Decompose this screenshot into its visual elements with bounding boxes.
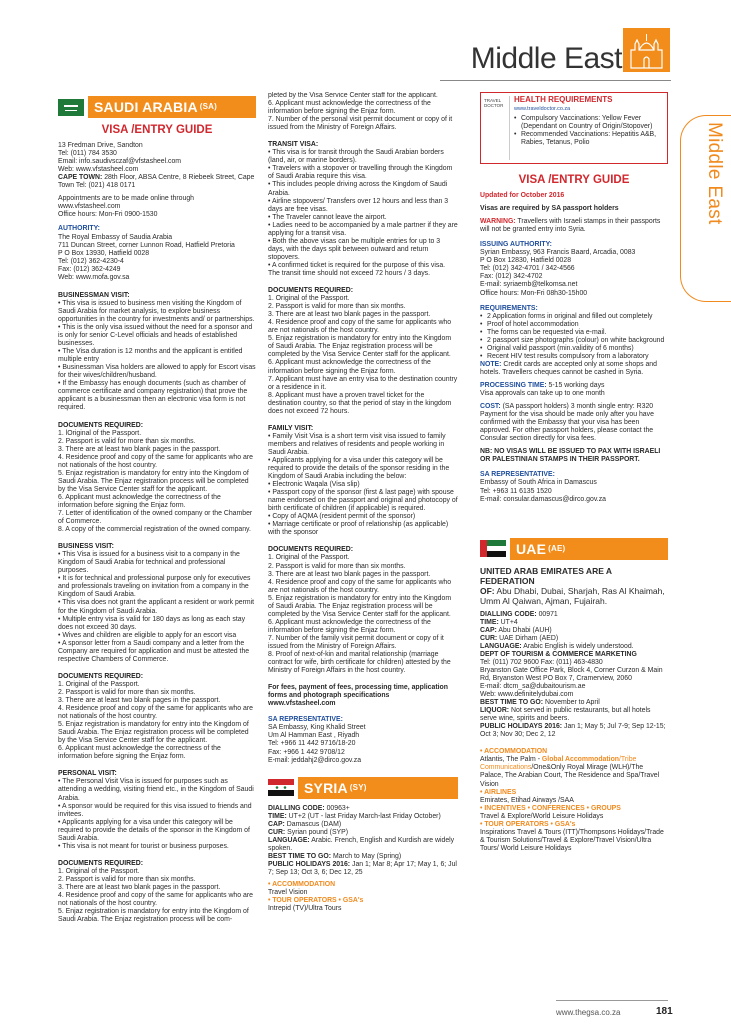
requirement-item: • The forms can be requested via e-mail.	[480, 329, 668, 337]
fact-key: CAP:	[268, 820, 285, 828]
fact-key: BEST TIME TO GO:	[480, 699, 544, 707]
syria-fact	[268, 821, 458, 829]
uae-incentives-heading: • INCENTIVES • CONFERENCES • GROUPS	[480, 804, 621, 812]
business-heading: BUSINESS VISIT:	[58, 543, 114, 551]
page-title: Middle East	[470, 42, 622, 75]
uae-of-text: Abu Dhabi, Dubai, Sharjah, Ras Al Khaimah, Umm Al Qaiwan, Ajman, Fujairah.	[480, 585, 665, 606]
fact-key: PUBLIC HOLIDAYS 2016:	[268, 860, 351, 868]
uae-accom-d: /One&Only Royal Mirage (WLH)/The Palace, The Arabian Court, The Residence and Spa/Travel Vision	[480, 764, 660, 788]
businessman-item: • This visa is issued to business men visiting the Kingdom of Saudi Arabia for market analysis, to explore business opportunities in the country for investments and/ or partnerships.	[58, 299, 255, 323]
doc-item: 7. Applicant must have an entry visa to the destination country or a residence in it.	[268, 375, 458, 391]
doc-item: 1. Original of the Passport.	[58, 680, 140, 688]
family-item: • Family Visit Visa is a short term visit visa issued to family members and relatives of residents and people working in Saudi Arabia.	[268, 432, 446, 456]
doc-item: 6. Applicant must acknowledge the correctness of the information before signing the Enjaz form.	[268, 359, 431, 375]
uae-airlines-heading: • AIRLINES	[480, 788, 517, 796]
fact-key: LANGUAGE:	[268, 836, 310, 844]
transit-item: • Ladies need to be accompanied by a male partner if they are applying for a transit visa.	[268, 221, 458, 237]
side-tab	[680, 115, 731, 302]
businessman-item: • If the Embassy has enough documents (such as chamber of commerce certificate and company registration) that prove the applicant is a businessman then an electronic visa form is not required.	[58, 380, 248, 412]
saudi-visa-title: VISA /ENTRY GUIDE	[101, 124, 213, 136]
doc-item: 7. Letter of identification of the owned company or the Chamber of Commerce.	[58, 510, 253, 526]
syria-tour-heading: • TOUR OPERATORS • GSA's	[268, 897, 364, 905]
fact-value: Abu Dhabi (AUH)	[496, 626, 552, 634]
fact-value: UT+2 (UT - last Friday March-last Friday October)	[286, 812, 441, 820]
business-item: • It is for technical and professional purpose only for executives and professionals traveling on invitation from a company in the Kingdom of Saudi Arabia.	[58, 575, 251, 599]
personal-item: • The Personal Visit Visa is issued for purposes such as attending a wedding, visiting friend etc., in the Kingdom of Saudi Arabia.	[58, 778, 254, 802]
transit-heading: TRANSIT VISA:	[268, 141, 319, 149]
syria-sarep-line: Embassy of South Africa in Damascus	[480, 479, 597, 487]
authority-heading: AUTHORITY:	[58, 225, 100, 233]
authority-line: Tel: (012) 362-4230-4	[58, 257, 124, 265]
transit-item: • This includes people driving across the Kingdom of Saudi Arabia.	[268, 181, 448, 197]
requirement-item: • 2 passport size photographs (colour) on white background	[480, 337, 668, 345]
processing-text2: Visa approvals can take up to one month	[480, 390, 605, 398]
transit-item: • A confirmed ticket is required for the purpose of this visa. The transit time should not exceed 72 hours / 3 days.	[268, 261, 446, 277]
syria-fact	[268, 813, 458, 821]
side-tab-label: Middle East	[704, 122, 725, 225]
transit-item: • Travelers with a stopover or travelling through the Kingdom of Saudi Arabia require this visa.	[268, 165, 453, 181]
doc-item: 4. Residence proof and copy of the same for applicants who are not nationals of the host country.	[268, 578, 452, 594]
requirement-item: • Proof of hotel accommodation	[480, 321, 668, 329]
syria-fact	[268, 853, 458, 861]
personal-item: • A sponsor would be required for this visa issued to friends and invitees.	[58, 802, 252, 818]
doc-item: 4. Residence proof and copy of the same for applicants who are not nationals of the host country.	[58, 453, 253, 469]
sarep-line: Tel: +966 11 442 9716/18-20	[268, 740, 356, 748]
issuing-line: Tel: (012) 342-4701 / 342-4566	[480, 265, 575, 273]
fact-value: Not served in public restaurants, but all hotels serve wine, spirits and beers.	[480, 707, 651, 723]
appointments-hours: Office hours: Mon-Fri 0900-1530	[58, 211, 158, 219]
fact-key: TIME:	[480, 618, 499, 626]
sarep-email[interactable]: E-mail: jeddahj2@dirco.gov.za	[268, 756, 362, 764]
mosque-icon	[623, 28, 670, 72]
doc-item: 3. There are at least two blank pages in the passport.	[268, 311, 431, 319]
sarep-line: Um Al Hamman East , Riyadh	[268, 732, 360, 740]
doc-item: 2. Passport is valid for more than six months.	[58, 688, 196, 696]
doc-item: 8. Proof of next-of-kin and marital relationship (marriage contract for wife, birth certificate for children) attested by the Ministry of Foreign Affairs in the host country.	[268, 651, 451, 675]
processing-key: PROCESSING TIME:	[480, 381, 547, 389]
doc-item: 3. There are at least two blank pages in the passport.	[58, 697, 221, 704]
docs3-heading: DOCUMENTS REQUIRED:	[58, 859, 143, 867]
doc-item: 2. Passport is valid for more than six months.	[268, 562, 406, 570]
health-title: HEALTH REQUIREMENTS	[514, 95, 613, 104]
issuing-line: Syrian Embassy, 963 Francis Baard, Arcadia, 0083	[480, 249, 636, 257]
col2-docs-heading: DOCUMENTS REQUIRED:	[268, 287, 353, 295]
fact-key: CUR:	[480, 634, 498, 642]
uae-tour: Inspirations Travel & Tours (ITT)/Thompsons Holidays/Trade & Tourism Solutions/Travel & Explore/Travel Vision/Ultra Tours/ World Leisure Holidays	[480, 828, 664, 852]
syria-sarep-line: Tel: +963 11 6135 1520	[480, 487, 552, 495]
issuing-email[interactable]: E-mail: syriaemb@telkomsa.net	[480, 281, 578, 289]
uae-incentives: Travel & Explore/World Leisure Holidays	[480, 812, 604, 820]
middle-column	[268, 92, 458, 962]
sarep-heading: SA REPRESENTATIVE:	[268, 716, 343, 724]
page-number: 181	[656, 1006, 673, 1017]
health-box	[480, 92, 668, 164]
uae-banner	[480, 538, 668, 560]
address-line: 13 Fredman Drive, Sandton	[58, 142, 143, 150]
personal-item: • Applicants applying for a visa under this category will be required to provide the details of the sponsor in the Kingdom of Saudi Arabia.	[58, 818, 250, 842]
requirement-item: • Original valid passport (min.validity of 6 months)	[480, 345, 668, 353]
fact-value: 00971	[536, 610, 558, 618]
fact-key: TIME:	[268, 812, 287, 820]
fact-value: Damascus (DAM)	[284, 820, 342, 828]
processing-text: 5-15 working days	[546, 381, 605, 389]
syria-banner	[268, 777, 458, 799]
authority-web[interactable]: Web: www.mofa.gov.sa	[58, 273, 130, 281]
dept-email[interactable]: E-mail: dtcm_sa@dubaitourism.ae	[480, 683, 586, 691]
doc-item: 1. lOriginal of the Passport.	[58, 429, 142, 437]
requirements-heading: REQUIREMENTS:	[480, 304, 538, 312]
doc-item: 2. Passport is valid for more than six months.	[268, 303, 406, 311]
uae-of-key: OF:	[480, 585, 495, 596]
fact-value: March to May (Spring)	[331, 852, 402, 860]
doc-item: 7. Number of the family visit permit document or copy of it issued from the Ministry of Foreign Affairs.	[268, 634, 444, 650]
saudi-code: (SA)	[199, 101, 218, 111]
uae-title: UNITED ARAB EMIRATES ARE A FEDERATION	[480, 565, 612, 586]
fact-key: CAP:	[480, 626, 497, 634]
business-item: • A sponsor letter from a Saudi company and a letter from the Company are required for application and must be attested the respective Chambers of Commerce.	[58, 639, 250, 663]
business-item: • This Visa is issued for a business visit to a company in the Kingdom of Saudi Arabia for technical and professional purposes.	[58, 551, 240, 575]
requirement-item: • Recent HIV test results compulsory from a laboratory	[480, 353, 668, 361]
fees-note: For fees, payment of fees, processing time, application forms and photograph specifications www.vfstasheel.com	[268, 684, 448, 708]
dept-line: Bryanston Gate Office Park, Block 4, Corner Curzon & Main Rd, Bryanston West PO Box 7, Cramerview, 2060	[480, 666, 663, 682]
business-item: • This visa does not grant the applicant a resident or work permit for the Kingdom of Saudi Arabia.	[58, 599, 255, 615]
syria-fact	[268, 837, 458, 853]
nb-note: NB: NO VISAS WILL BE ISSUED TO PAX WITH ISRAELI OR PALESTINIAN STAMPS IN THEIR PASSPORT.	[480, 448, 661, 464]
sarep-line: Fax: +966 1 442 9708/12	[268, 748, 345, 756]
health-item: • Compulsory Vaccinations: Yellow Fever (Dependant on Country of Origin/Stopover)	[514, 115, 664, 131]
docs2-heading: DOCUMENTS REQUIRED:	[58, 672, 143, 680]
transit-item: • Airline stopovers/ Transfers over 12 hours and less than 3 days are free visas.	[268, 197, 449, 213]
family-item: • Applicants applying for a visa under this category will be required to provide the details of the sponsor residing in the Kingdom of Saudi Arabia including the below:	[268, 456, 450, 481]
doc-item: 2. Passport is valid for more than six months.	[58, 437, 196, 445]
saudi-column	[58, 96, 256, 956]
syria-visa-title: VISA /ENTRY GUIDE	[518, 174, 630, 186]
fact-key: PUBLIC HOLIDAYS 2016:	[480, 723, 563, 731]
fact-value: UAE Dirham (AED)	[497, 634, 559, 642]
syria-tour: Intrepid (TV)/Ultra Tours	[268, 905, 342, 913]
cont-item: 7. Number of the personal visit permit document or copy of it issued from the Ministry of Foreign Affairs.	[268, 116, 453, 132]
uae-accom-b: Global Accommodation	[541, 756, 620, 764]
footer-rule	[556, 1000, 668, 1001]
uae-accom-c: /Tribe Communications	[480, 756, 637, 772]
businessman-item: • Businessman Visa holders are allowed to apply for Escort visas for their wives/children/husband.	[58, 364, 256, 380]
fact-key: LIQUOR:	[480, 707, 510, 715]
saudi-address	[58, 142, 256, 190]
syria-code: (SY)	[349, 782, 367, 792]
syria-fact	[268, 805, 458, 813]
syria-accom: Travel Vision	[268, 889, 308, 897]
fact-value: Jan 1; May 5; Jul 7-9; Sep 12-15; Oct 3; Nov 30; Dec 2, 12	[480, 723, 666, 739]
syria-banner-label	[298, 777, 458, 799]
authority-line: 711 Duncan Street, corner Lunnon Road, Hatfield Pretoria	[58, 241, 235, 249]
required-note: Visas are required by SA passport holders	[480, 205, 619, 213]
authority-line: Fax: (012) 362-4249	[58, 265, 121, 273]
requirement-item: • 2 Application forms in original and filled out completely	[480, 313, 668, 321]
doc-item: 4. Residence proof and copy of the same for applicants who are not nationals of the host country.	[268, 319, 452, 335]
doc-item: 6. Applicant must acknowledge the correctness of the information before signing the Enjaz form.	[58, 493, 221, 509]
appointments-link[interactable]: www.vfstasheel.com	[58, 203, 121, 211]
doc-item: 6. Applicant must acknowledge the correctness of the information before signing the Enjaz form.	[58, 745, 221, 761]
doc-item: 1. Original of the Passport.	[58, 867, 140, 875]
doc-item: 3. There are at least two blank pages in the passport.	[58, 883, 221, 891]
fact-value: UT+4	[498, 618, 518, 626]
cost-text: (SA passport holders) 3 month single entry: R320 Payment for the visa should be made only after you have confirmed with the Embassy that your visa has been approved. For other passport holders, please contact the Consular section directly for visa fees.	[480, 403, 654, 443]
footer-url[interactable]: www.thegsa.co.za	[556, 1008, 621, 1017]
uae-tour-heading: • TOUR OPERATORS • GSA's	[480, 820, 576, 828]
fact-key: DIALLING CODE:	[480, 610, 537, 618]
fact-key: DIALLING CODE:	[268, 804, 325, 812]
saudi-banner-label	[88, 96, 256, 118]
note-text: Credit cards are accepted only at some shops and hotels. Travellers cheques cannot be cashed in Syria.	[480, 360, 657, 376]
syria-sarep-heading: SA REPRESENTATIVE:	[480, 471, 555, 479]
sarep-line: SA Embassy, King Khalid Street	[268, 724, 366, 732]
authority-line: The Royal Embassy of Saudia Arabia	[58, 233, 173, 241]
note-key: NOTE:	[480, 360, 502, 368]
uae-flag-icon	[480, 540, 506, 557]
doc-item: 5. Enjaz registration is mandatory for entry into the Kingdom of Saudi Arabia. The Enjaz registration process will be com-	[58, 908, 249, 924]
family-item: • Passport copy of the sponsor (first & last page) with spouse name endorsed on the passport and original and photocopy of birth certificate of children (if applicable) is required.	[268, 489, 458, 513]
saudi-name: SAUDI ARABIA	[94, 98, 198, 115]
doc-item: 2. Passport is valid for more than six months.	[58, 875, 196, 883]
appointments-line: Appointments are to be made online through	[58, 195, 194, 203]
personal-heading: PERSONAL VISIT:	[58, 770, 117, 778]
family-item: • Marriage certificate or proof of relationship (as applicable) with the sponsor	[268, 521, 449, 537]
issuing-line: Office hours: Mon-Fri 08h30-15h00	[480, 289, 588, 297]
businessman-item: • This is the only visa issued without the need for a sponsor and is only for senior C-Level officials and heads of established businesses.	[58, 323, 253, 348]
doc-item: 6. Applicant must acknowledge the correctness of the information before signing the Enjaz form.	[268, 618, 431, 634]
authority-line: P O Box 13930, Hatfield 0028	[58, 249, 150, 257]
dept-line: Tel: (011) 702 9600 Fax: (011) 463-4830	[480, 658, 603, 666]
capetown-label: CAPE TOWN:	[58, 174, 103, 182]
issuing-line: Fax: (012) 342-4702	[480, 273, 543, 281]
right-column	[480, 92, 668, 922]
business-item: • Wives and children are eligible to apply for an escort visa	[58, 631, 237, 639]
capetown-text: 28th Floor, ABSA Centre, 8 Riebeek Street, Cape Town Tel: (021) 418 0171	[58, 174, 255, 190]
fact-value: 00963+	[324, 804, 350, 812]
business-item: • Multiple entry visa is valid for 180 days as long as each stay does not exceed 30 days.	[58, 615, 246, 631]
fact-value: Arabic. French, English and Kurdish are widely spoken.	[268, 836, 455, 852]
health-item: • Recommended Vaccinations: Hepatitis A&B, Rabies, Tetanus, Polio	[514, 131, 664, 147]
fact-key: CUR:	[268, 828, 286, 836]
fact-value: Arabic English is widely understood.	[521, 642, 634, 650]
cont-item: 6. Applicant must acknowledge the correctness of the information before signing the Enjaz form.	[268, 100, 431, 116]
uae-code: (AE)	[548, 543, 566, 553]
syria-sarep-email[interactable]: E-mail: consular.damascus@dirco.gov.za	[480, 495, 606, 503]
address-line: Web: www.vfstasheel.com	[58, 166, 139, 174]
transit-item: • The Traveler cannot leave the airport.	[268, 213, 387, 221]
updated-note: Updated for October 2016	[480, 192, 565, 200]
issuing-line: P O Box 12830, Hatfield 0028	[480, 257, 572, 265]
dept-web[interactable]: Web: www.definitelydubai.com	[480, 691, 574, 699]
uae-banner-label	[510, 538, 668, 560]
col2-docs2-heading: DOCUMENTS REQUIRED:	[268, 546, 353, 554]
businessman-heading: BUSINESSMAN VISIT:	[58, 291, 130, 299]
travel-doctor-logo: TRAVEL DOCTOR	[484, 96, 510, 160]
syria-name: SYRIA	[304, 779, 348, 796]
doc-item: 4. Residence proof and copy of the same for applicants who are not nationals of the host country.	[58, 705, 253, 721]
doc-item: 8. A copy of the commercial registration of the owned company.	[58, 526, 251, 534]
doc-item: 1. Original of the Passport.	[268, 554, 350, 562]
uae-accom-heading: • ACCOMMODATION	[480, 748, 548, 756]
address-line: Tel: (011) 784 3530	[58, 150, 117, 158]
saudi-banner	[58, 96, 256, 118]
syria-fact	[268, 829, 458, 837]
fact-value: Jan 1; Mar 8; Apr 17; May 1, 6; Jul 7; Sep 13; Oct 3, 6; Dec 12, 25	[268, 860, 457, 876]
family-item: • Electronic Waqala (Visa slip)	[268, 481, 360, 489]
syria-fact	[268, 861, 458, 877]
doc-item: 5. Enjaz registration is mandatory for entry into the Kingdom of Saudi Arabia. The Enjaz registration process will be completed by the Visa Service Center staff for the applicant.	[268, 594, 452, 618]
transit-item: • Both the above visas can be multiple entries for up to 3 days, with the days split between outward and return stopovers.	[268, 237, 441, 261]
uae-accom-a: Atlantis, The Palm -	[480, 756, 542, 764]
issuing-heading: ISSUING AUTHORITY:	[480, 241, 552, 249]
health-site[interactable]: www.traveldoctor.co.za	[514, 106, 571, 113]
uae-name: UAE	[516, 540, 547, 557]
doc-item: 3. There are at least two blank pages in the passport.	[268, 570, 431, 578]
doc-item: 1. Original of the Passport.	[268, 295, 350, 303]
fact-value: Syrian pound (SYP)	[285, 828, 349, 836]
family-heading: FAMILY VISIT:	[268, 424, 314, 432]
personal-item: • This visa is not meant for tourist or business purposes.	[58, 842, 229, 850]
warning-key: WARNING:	[480, 218, 516, 226]
uae-airlines: Emirates, Etihad Airways /SAA	[480, 796, 574, 804]
fact-key: BEST TIME TO GO:	[268, 852, 332, 860]
family-item: • Copy of AQMA (resident permit of the sponsor)	[268, 513, 416, 521]
fact-key: LANGUAGE:	[480, 642, 522, 650]
doc-item: 5. Enjaz registration is mandatory for entry into the Kingdom of Saudi Arabia. The Enjaz registration process will be completed by the Visa Service Center staff for the applicant.	[58, 721, 249, 745]
cost-key: COST:	[480, 403, 501, 411]
doc-item: 5. Enjaz registration is mandatory for entry into the Kingdom of Saudi Arabia. The Enjaz registration process will be completed by the Visa Service Center staff for the applicant.	[268, 335, 452, 359]
syria-flag-icon	[268, 779, 294, 796]
fact-value: November to April	[543, 699, 600, 707]
syria-accom-heading: • ACCOMMODATION	[268, 881, 336, 889]
businessman-item: • The Visa duration is 12 months and the applicant is entitled multiple entry	[58, 348, 243, 364]
docs-heading: DOCUMENTS REQUIRED:	[58, 421, 143, 429]
fact-key: DEPT OF TOURISM & COMMERCE MARKETING	[480, 650, 637, 658]
doc-item: 5. Enjaz registration is mandatory for entry into the Kingdom of Saudi Arabia. The Enjaz registration process will be completed by the Visa Service Center staff for the applicant.	[58, 469, 249, 493]
doc-item: 4. Residence proof and copy of the same for applicants who are not nationals of the host country.	[58, 892, 253, 908]
doc-item: 8. Applicant must have a proven travel ticket for the destination country, so that the period of stay in the kingdom does not exceed 72 hours.	[268, 391, 452, 415]
transit-item: • This visa is for transit through the Saudi Arabian borders (land, air, or marine borders).	[268, 149, 444, 165]
cont-item: pleted by the Visa Service Center staff for the applicant.	[268, 92, 438, 99]
saudi-flag-icon	[58, 99, 84, 116]
warning-text: Travellers with Israeli stamps in their passports will not be granted entry into Syria.	[480, 218, 661, 234]
header-rule	[440, 80, 671, 81]
doc-item: 3. There are at least two blank pages in the passport.	[58, 445, 221, 453]
address-line: Email: info.saudivsczaf@vfstasheel.com	[58, 158, 182, 166]
